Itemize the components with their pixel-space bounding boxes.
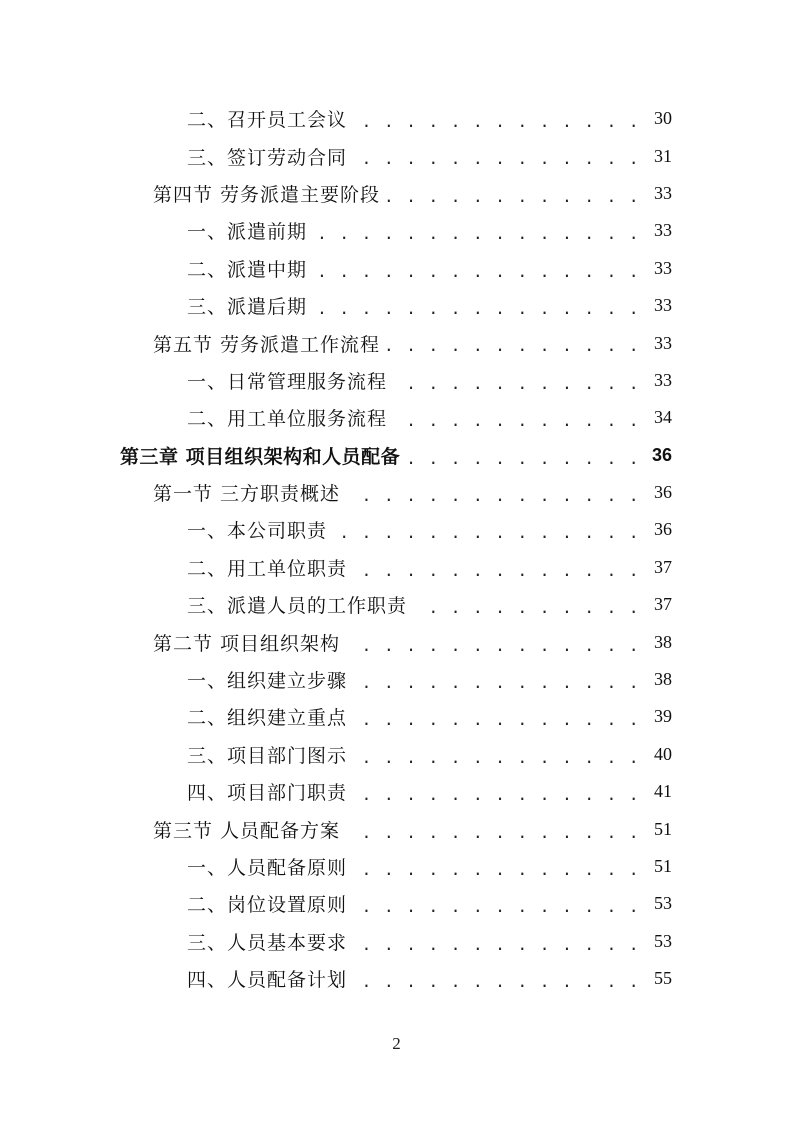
toc-entry-label: 一、日常管理服务流程 bbox=[187, 367, 391, 394]
toc-entry-label: 三、人员基本要求 bbox=[187, 928, 351, 955]
toc-entry-page-number: 33 bbox=[654, 182, 672, 203]
toc-entry-label: 二、用工单位服务流程 bbox=[187, 404, 391, 431]
toc-entry-page-number: 38 bbox=[654, 669, 672, 690]
toc-entry-label: 二、岗位设置原则 bbox=[187, 890, 351, 917]
toc-subsection-entry[interactable] bbox=[0, 250, 793, 287]
toc-subsection-entry[interactable] bbox=[0, 848, 793, 885]
toc-subsection-entry[interactable] bbox=[0, 212, 793, 249]
toc-subsection-entry[interactable] bbox=[0, 885, 793, 922]
toc-subsection-entry[interactable] bbox=[0, 661, 793, 698]
toc-entry-label: 第四节 劳务派遣主要阶段 bbox=[153, 180, 384, 207]
toc-entry-page-number: 51 bbox=[654, 856, 672, 876]
toc-subsection-entry[interactable] bbox=[0, 137, 793, 174]
toc-dot-leader bbox=[393, 374, 640, 393]
toc-section-entry[interactable] bbox=[0, 474, 793, 511]
toc-entry-page-number: 33 bbox=[654, 295, 672, 316]
toc-entry-page-number: 33 bbox=[654, 220, 672, 241]
toc-entry-page-number: 51 bbox=[654, 818, 672, 839]
toc-entry-label: 第二节 项目组织架构 bbox=[153, 629, 344, 656]
toc-dot-leader bbox=[333, 523, 640, 542]
toc-entry-label: 一、本公司职责 bbox=[187, 516, 331, 543]
toc-dot-leader bbox=[346, 486, 640, 505]
toc-dot-leader bbox=[353, 785, 640, 804]
toc-subsection-entry[interactable] bbox=[0, 736, 793, 773]
toc-dot-leader bbox=[353, 897, 640, 916]
toc-dot-leader bbox=[413, 598, 640, 617]
toc-entry-page-number: 40 bbox=[654, 743, 672, 764]
toc-dot-leader bbox=[346, 636, 640, 655]
toc-subsection-entry[interactable] bbox=[0, 960, 793, 997]
toc-dot-leader bbox=[313, 224, 640, 243]
toc-entry-page-number: 53 bbox=[654, 893, 672, 914]
toc-subsection-entry[interactable] bbox=[0, 923, 793, 960]
toc-dot-leader bbox=[313, 262, 640, 281]
toc-subsection-entry[interactable] bbox=[0, 362, 793, 399]
toc-entry-page-number: 53 bbox=[654, 930, 672, 951]
toc-subsection-entry[interactable] bbox=[0, 399, 793, 436]
toc-entry-label: 四、项目部门职责 bbox=[187, 778, 351, 805]
toc-entry-label: 二、组织建立重点 bbox=[187, 703, 351, 730]
page-number: 2 bbox=[392, 1034, 401, 1053]
toc-dot-leader bbox=[386, 187, 640, 206]
toc-dot-leader bbox=[353, 860, 640, 879]
toc-entry-label: 四、人员配备计划 bbox=[187, 965, 351, 992]
toc-entry-label: 一、派遣前期 bbox=[187, 217, 311, 244]
toc-subsection-entry[interactable] bbox=[0, 287, 793, 324]
toc-entry-label: 第一节 三方职责概述 bbox=[153, 479, 344, 506]
toc-entry-page-number: 39 bbox=[654, 706, 672, 727]
toc-entry-page-number: 33 bbox=[654, 369, 672, 390]
toc-subsection-entry[interactable] bbox=[0, 698, 793, 735]
toc-entry-label: 二、召开员工会议 bbox=[187, 105, 351, 132]
toc-dot-leader bbox=[346, 823, 640, 842]
toc-entry-page-number: 38 bbox=[654, 631, 672, 652]
toc-entry-label: 二、用工单位职责 bbox=[187, 554, 351, 581]
toc-entry-page-number: 33 bbox=[654, 332, 672, 353]
toc-entry-page-number: 33 bbox=[654, 257, 672, 278]
toc-dot-leader bbox=[353, 149, 640, 168]
toc-subsection-entry[interactable] bbox=[0, 511, 793, 548]
toc-entry-label: 三、项目部门图示 bbox=[187, 741, 351, 768]
toc-entry-page-number: 36 bbox=[654, 519, 672, 540]
toc-entry-label: 第三章 项目组织架构和人员配备 bbox=[120, 442, 404, 469]
toc-dot-leader bbox=[353, 561, 640, 580]
toc-entry-page-number: 37 bbox=[654, 594, 672, 615]
toc-section-entry[interactable] bbox=[0, 810, 793, 847]
toc-subsection-entry[interactable] bbox=[0, 773, 793, 810]
toc-dot-leader bbox=[393, 411, 640, 430]
toc-dot-leader bbox=[313, 299, 640, 318]
toc-dot-leader bbox=[353, 673, 640, 692]
toc-entry-page-number: 36 bbox=[651, 444, 672, 465]
toc-subsection-entry[interactable] bbox=[0, 100, 793, 137]
toc-entry-page-number: 31 bbox=[654, 145, 672, 166]
toc-dot-leader bbox=[353, 710, 640, 729]
toc-dot-leader bbox=[353, 112, 640, 131]
toc-dot-leader bbox=[353, 935, 640, 954]
toc-entry-page-number: 41 bbox=[654, 781, 672, 802]
toc-entry-label: 三、派遣后期 bbox=[187, 292, 311, 319]
toc-entry-label: 第三节 人员配备方案 bbox=[153, 816, 344, 843]
table-of-contents bbox=[0, 100, 793, 997]
toc-dot-leader bbox=[386, 336, 640, 355]
toc-entry-page-number: 30 bbox=[654, 108, 672, 129]
toc-section-entry[interactable] bbox=[0, 623, 793, 660]
toc-entry-label: 一、组织建立步骤 bbox=[187, 666, 351, 693]
toc-entry-label: 三、派遣人员的工作职责 bbox=[187, 591, 411, 618]
toc-entry-label: 第五节 劳务派遣工作流程 bbox=[153, 330, 384, 357]
toc-section-entry[interactable] bbox=[0, 324, 793, 361]
toc-entry-label: 二、派遣中期 bbox=[187, 255, 311, 282]
toc-entry-page-number: 34 bbox=[654, 407, 672, 428]
toc-entry-page-number: 37 bbox=[654, 556, 672, 577]
toc-entry-page-number: 36 bbox=[654, 482, 672, 503]
toc-dot-leader bbox=[353, 748, 640, 767]
toc-subsection-entry[interactable] bbox=[0, 586, 793, 623]
toc-section-entry[interactable] bbox=[0, 175, 793, 212]
toc-entry-label: 三、签订劳动合同 bbox=[187, 143, 351, 170]
toc-dot-leader bbox=[353, 972, 640, 991]
toc-chapter-entry[interactable] bbox=[0, 437, 793, 474]
toc-subsection-entry[interactable] bbox=[0, 549, 793, 586]
toc-entry-page-number: 55 bbox=[654, 968, 672, 989]
toc-dot-leader bbox=[406, 449, 640, 468]
toc-entry-label: 一、人员配备原则 bbox=[187, 853, 351, 880]
